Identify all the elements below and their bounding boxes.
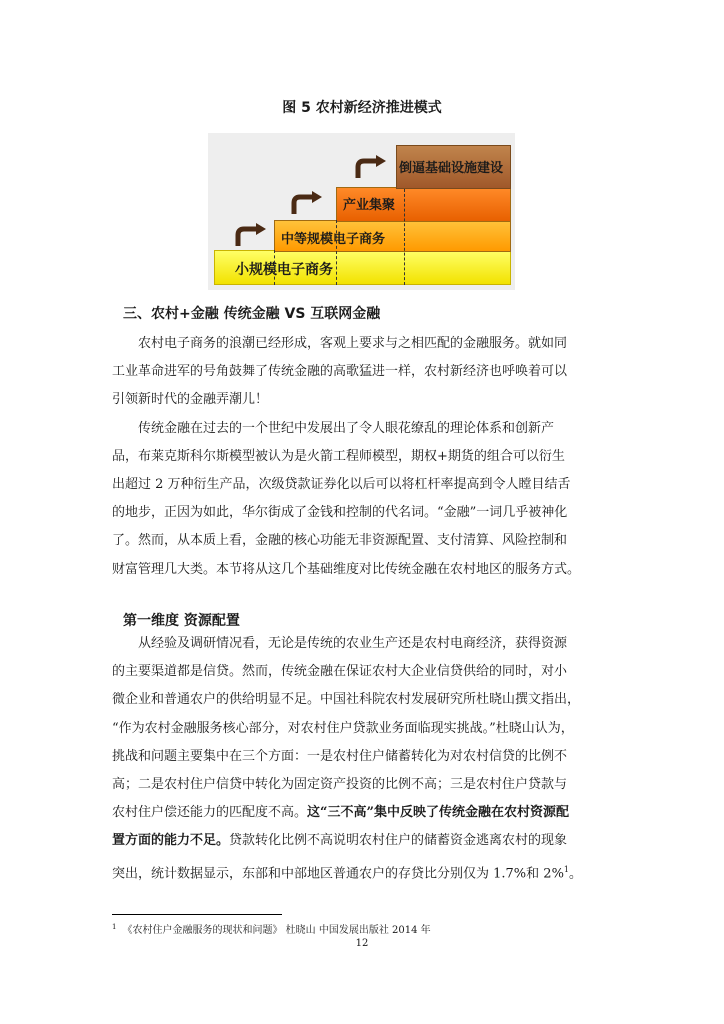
step-arrow-icon [234,223,268,247]
dashed-divider [404,189,405,285]
step-medium-ecommerce: 中等规模电子商务 [274,220,511,252]
footnote [112,921,431,936]
paragraph-line: 出超过 2 万种衍生产品，次级贷款证券化以后可以将杠杆率提高到令人瞠目结舌 [112,477,571,493]
step-infrastructure: 倒逼基础设施建设 [396,145,511,189]
text-normal: 突出，统计数据显示，东部和中部地区普通农户的存贷比分别仅为 1.7%和 2% [112,865,564,881]
subsection-heading: 第一维度 资源配置 [123,613,240,629]
text-normal: 农村住户偿还能力的匹配度不高。 [112,805,308,821]
step-small-ecommerce: 小规模电子商务 [214,250,511,285]
paragraph-line: 农村电子商务的浪潮已经形成，客观上要求与之相匹配的金融服务。就如同 [138,336,568,351]
paragraph-line: 从经验及调研情况看，无论是传统的农业生产还是农村电商经济，获得资源 [138,636,568,651]
paragraph-line: 挑战和问题主要集中在三个方面：一是农村住户储蓄转化为对农村信贷的比例不 [112,748,568,764]
footnote-marker: 1 [112,922,117,931]
section-heading: 三、农村+金融 传统金融 VS 互联网金融 [123,306,381,322]
paragraph-line: 引领新时代的金融弄潮儿！ [112,392,269,408]
text-normal: 。 [569,865,583,881]
step-industry-cluster: 产业集聚 [336,187,511,222]
dashed-divider [274,250,275,285]
paragraph-line: 的地步，正因为如此，华尔街成了金钱和控制的代名词。“金融”一词几乎被神化 [112,505,568,521]
paragraph-line: 品，布莱克斯科尔斯模型被认为是火箭工程师模型，期权+期货的组合可以衍生 [112,448,565,464]
paragraph-line: 微企业和普通农户的供给明显不足。中国社科院农村发展研究所杜晓山撰文指出， [112,692,581,708]
text-bold: 置方面的能力不足。 [112,833,230,849]
footnote-divider [112,914,282,915]
paragraph-line [112,856,612,889]
dashed-divider [336,220,337,285]
paragraph-line: “作为农村金融服务核心部分，对农村住户贷款业务面临现实挑战。”杜晓山认为， [112,720,574,736]
paragraph-line: 工业革命进军的号角鼓舞了传统金融的高歌猛进一样，农村新经济也呼唤着可以 [112,364,568,380]
footnote-reference: 1 [563,864,570,874]
footnote-text: 《农村住户金融服务的现状和问题》 杜晓山 中国发展出版社 2014 年 [122,925,431,936]
text-normal: 贷款转化比例不高说明农村住户的储蓄资金逃离农村的现象 [229,833,568,849]
paragraph-line [112,827,612,855]
paragraph-line: 传统金融在过去的一个世纪中发展出了令人眼花缭乱的理论体系和创新产 [138,420,555,436]
figure-caption: 图 5 农村新经济推进模式 [282,100,442,116]
section-body [112,330,612,584]
staircase-figure [208,133,515,290]
page-number: 12 [355,938,369,949]
step-arrow-icon [354,155,388,179]
step-arrow-icon [290,191,324,215]
paragraph-line: 高；二是农村住户信贷中转化为固定资产投资的比例不高；三是农村住户贷款与 [112,777,568,793]
subsection-body [112,630,612,888]
paragraph-line: 的主要渠道都是信贷。然而，传统金融在保证农村大企业信贷供给的同时，对小 [112,664,568,680]
paragraph-line: 财富管理几大类。本节将从这几个基础维度对比传统金融在农村地区的服务方式。 [112,561,581,577]
paragraph-line [112,799,612,827]
text-bold: 这“三不高”集中反映了传统金融在农村资源配 [307,805,569,821]
paragraph-line: 了。然而，从本质上看，金融的核心功能无非资源配置、支付清算、风险控制和 [112,533,568,549]
